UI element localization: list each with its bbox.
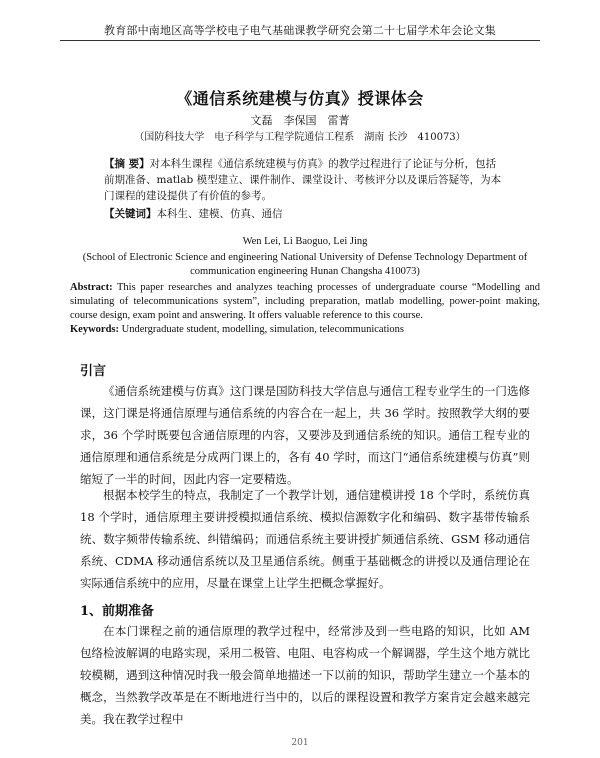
paper-title: 《通信系统建模与仿真》授课体会 [176, 89, 424, 108]
keywords-cn-label: 【关键词】 [104, 208, 157, 220]
page-number: 201 [291, 738, 309, 748]
intro-paragraph-2: 根据本校学生的特点，我制定了一个教学计划，通信建模讲授 18 个学时，系统仿真 18 个学时，通信原理主要讲授模拟通信系统、模拟信源数字化和编码、数字基带传输系统、数字频带传输系统、纠错编码；而通信系统主要讲授扩频通信系统、GSM 移动通信系统、CDMA 移动通信系统以及卫星通信系统。侧重于基础概念的讲授以及通信理论在实际通信系统中的应用，尽量在课堂上让学生把概念掌握好。 [80, 488, 530, 590]
keywords-cn-text: 本科生、建模、仿真、通信 [156, 208, 283, 220]
english-block [70, 234, 540, 337]
intro-paragraph-1: 《通信系统建模与仿真》这门课是国防科技大学信息与通信工程专业学生的一门选修课，这门课是将通信原理与通信系统的内容合在一起上，共 36 学时。按照教学大纲的要求，36 个学时既要包含通信原理的内容，又要涉及到通信系统的知识。通信工程专业的通信原理和通信系统是分成两门课上的，各有 40 学时，而这门“通信系统建模与仿真”则缩短了一半的时间，因此内容一定要精选。 [80, 384, 530, 486]
header-rule [60, 40, 540, 41]
authors-en: Wen Lei, Li Baoguo, Lei Jing [242, 236, 368, 247]
abstract-en [70, 281, 540, 323]
abstract-cn [104, 156, 504, 204]
affiliation-cn: （国防科技大学 电子科学与工程学院通信工程系 湖南 长沙 410073） [134, 132, 466, 143]
abstract-en-label: Abstract: [70, 282, 113, 293]
abstract-cn-label: 【摘 要】 [104, 158, 150, 170]
abstract-cn-text: 对本科生课程《通信系统建模与仿真》的教学过程进行了论证与分析，包括前期准备、matlab 模型建立、课件制作、课堂设计、考核评分以及课后答疑等，为本门课程的建设提供了有价值的参考。 [104, 158, 502, 202]
authors-cn: 文磊 李保国 雷菁 [250, 114, 350, 127]
section-intro-title: 引言 [80, 364, 107, 379]
keywords-en-text: Undergraduate student, modelling, simulation, telecommunications [121, 324, 404, 335]
running-header: 教育部中南地区高等学校电子电气基础课教学研究会第二十七届学术年会论文集 [104, 24, 496, 37]
keywords-en-label: Keywords: [70, 324, 119, 335]
keywords-cn [104, 206, 504, 221]
abstract-en-text: This paper researches and analyzes teaching processes of undergraduate course “Modelling and simulating of telecommunications system”, including preparation, matlab modelling, power-point making, course design, exam point and answering. It offers valuable reference to this course. [70, 282, 540, 321]
section-1-paragraph-1: 在本门课程之前的通信原理的教学过程中，经常涉及到一些电路的知识，比如 AM 包络检波解调的电路实现，采用二极管、电阻、电容构成一个解调器，学生这个地方就比较模糊，遇到这种情况时我一般会简单地描述一下以前的知识，帮助学生建立一个基本的概念，当然教学改革是在不断地进行当中的，以后的课程设置和教学方案肯定会越来越完美。我在教学过程中 [80, 624, 530, 726]
section-1-title: 1、前期准备 [80, 604, 155, 619]
keywords-en [70, 323, 540, 337]
affiliation-en: (School of Electronic Science and engineering National University of Defense Technology Department of communication engineering Hunan Changsha 410073) [82, 252, 528, 277]
